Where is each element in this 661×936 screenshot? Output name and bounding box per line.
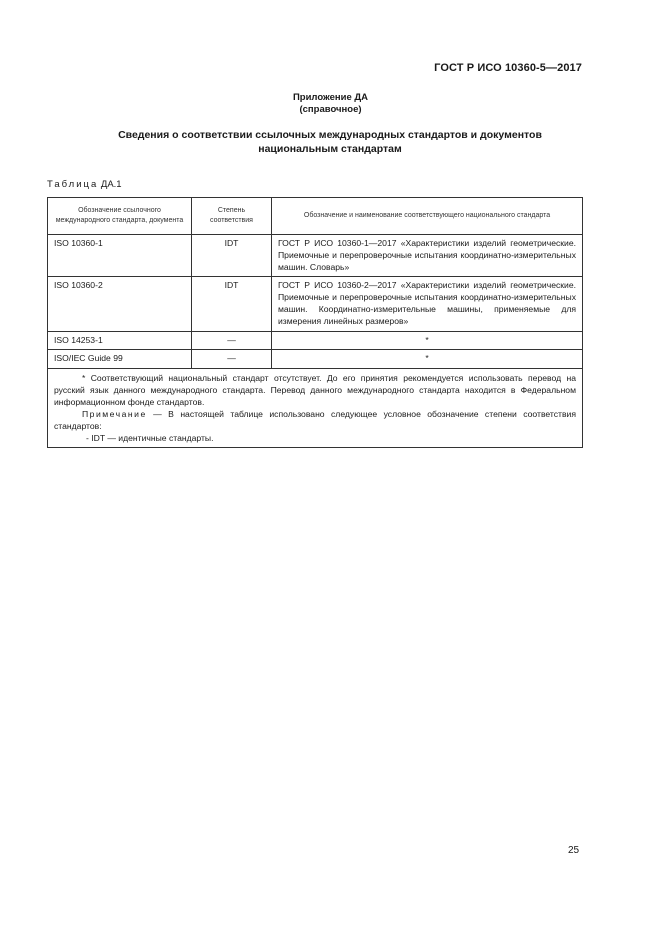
header-reference-standard: Обозначение ссылочного международного стандарта, документа	[48, 198, 192, 235]
table-caption-number: ДА.1	[100, 179, 122, 190]
standards-table	[47, 197, 583, 448]
cell-national: ГОСТ Р ИСО 10360-2—2017 «Характеристики изделий геометрические. Приемочные и перепроверочные испытания координатно-измерительных машин. Координатно-измерительные машины, применяемые для измерения линейных размеров»	[272, 277, 583, 331]
cell-reference: ISO/IEC Guide 99	[48, 350, 192, 369]
note-text: — В настоящей таблице использовано следующее условное обозначение степени соответствия стандартов:	[54, 409, 576, 432]
table-notes-row	[48, 369, 583, 448]
table-notes	[48, 369, 583, 448]
table-caption	[47, 179, 122, 190]
section-heading	[60, 128, 600, 156]
header-degree-of-conformity: Степень соответствия	[192, 198, 272, 235]
appendix-block	[0, 92, 661, 116]
table-row	[48, 331, 583, 350]
document-code: ГОСТ Р ИСО 10360-5—2017	[434, 62, 582, 74]
appendix-title: Приложение ДА	[292, 92, 369, 103]
note-list-item: - IDT — идентичные стандарты.	[86, 433, 214, 444]
table-caption-word: Таблица	[47, 179, 99, 190]
table-row	[48, 350, 583, 369]
header-national-standard: Обозначение и наименование соответствующего национального стандарта	[272, 198, 583, 235]
cell-national: *	[272, 331, 583, 350]
cell-degree: —	[192, 350, 272, 369]
page-number: 25	[568, 845, 580, 856]
cell-national: ГОСТ Р ИСО 10360-1—2017 «Характеристики изделий геометрические. Приемочные и перепроверочные испытания координатно-измерительных машин. Словарь»	[272, 235, 583, 277]
cell-reference: ISO 14253-1	[48, 331, 192, 350]
cell-national: *	[272, 350, 583, 369]
cell-degree: IDT	[192, 277, 272, 331]
section-heading-line-1: Сведения о соответствии ссылочных международных стандартов и документов	[118, 129, 542, 141]
cell-reference: ISO 10360-1	[48, 235, 192, 277]
footnote: * Соответствующий национальный стандарт отсутствует. До его принятия рекомендуется использовать перевод на русский язык данного международного стандарта. Перевод данного международного стандарта находится в Федеральном информационном фонде стандартов.	[54, 373, 576, 408]
table-header-row	[48, 198, 583, 235]
table-row	[48, 235, 583, 277]
cell-reference: ISO 10360-2	[48, 277, 192, 331]
note-label: Примечание	[82, 409, 147, 420]
cell-degree: IDT	[192, 235, 272, 277]
cell-degree: —	[192, 331, 272, 350]
note	[54, 408, 576, 432]
appendix-subtitle: (справочное)	[299, 104, 362, 115]
section-heading-line-2: национальным стандартам	[258, 143, 402, 155]
table-row	[48, 277, 583, 331]
